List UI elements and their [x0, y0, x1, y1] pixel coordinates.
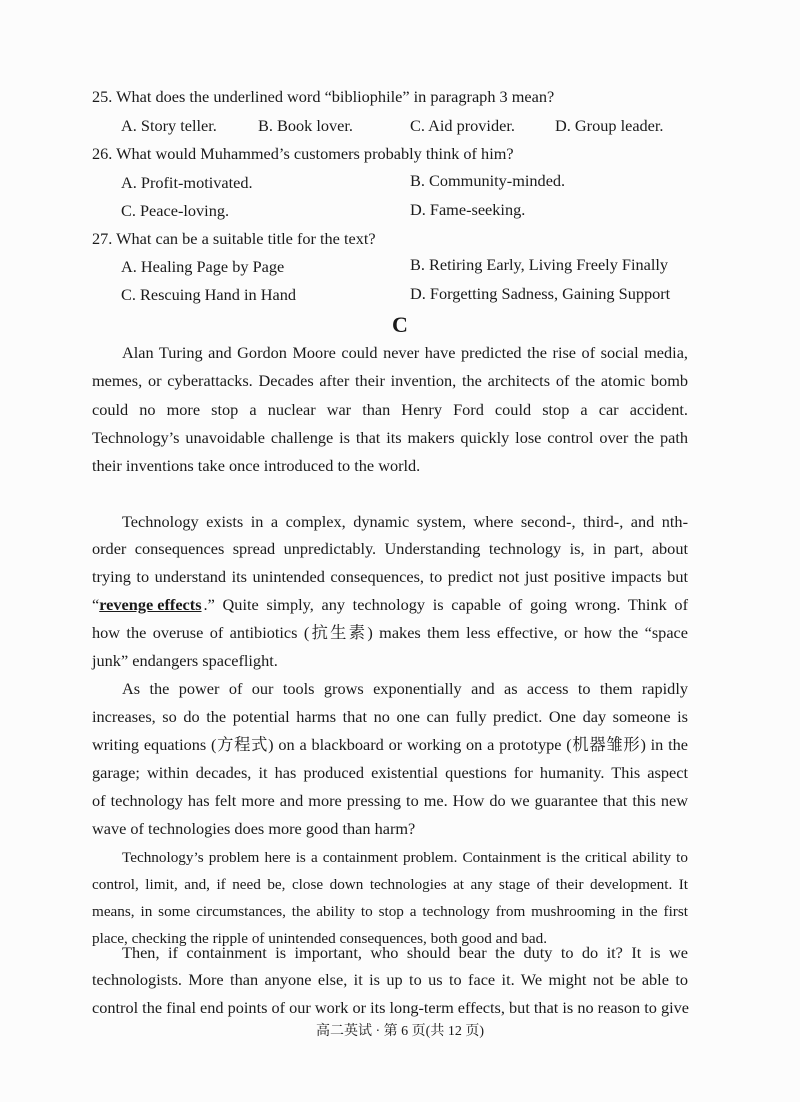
text-line: wave of technologies does more good than harm? — [92, 819, 416, 838]
option-a: A. Profit-motivated. — [121, 173, 253, 192]
question-text: What does the underlined word “bibliophile” in paragraph 3 mean? — [116, 87, 555, 106]
text-line: technologists. More than anyone else, it is up to us to face it. We might not be able to — [92, 970, 688, 989]
option-d: D. Forgetting Sadness, Gaining Support — [410, 284, 671, 303]
text-line: Alan Turing and Gordon Moore could never have predicted the rise of social media, — [122, 343, 688, 362]
option-b: B. Book lover. — [258, 116, 353, 135]
text-line: As the power of our tools grows exponentially and as access to them rapidly — [122, 679, 688, 698]
page-footer: 高二英试 · 第 6 页(共 12 页) — [316, 1024, 484, 1039]
text-line: Technology’s unavoidable challenge is that its makers quickly lose control over the path — [92, 428, 688, 447]
question-25 — [92, 87, 554, 107]
question-text: What would Muhammed’s customers probably think of him? — [116, 144, 514, 163]
option-b: B. Community-minded. — [410, 171, 566, 190]
text-line: writing equations (方程式) on a blackboard or working on a prototype (机器雏形) in the — [92, 735, 688, 754]
text-line: Then, if containment is important, who should bear the duty to do it? It is we — [122, 943, 688, 962]
option-d: D. Group leader. — [555, 116, 664, 135]
quote-mark: “ — [92, 595, 100, 614]
question-26 — [92, 144, 514, 164]
text-line: means, in some circumstances, the ability to stop a technology from mushrooming in the first — [92, 903, 688, 920]
text-line: Technology exists in a complex, dynamic system, where second-, third-, and nth- — [122, 512, 688, 531]
text-line: order consequences spread unpredictably. Understanding technology is, in part, about — [92, 539, 688, 558]
text-line — [92, 594, 688, 616]
option-a: A. Healing Page by Page — [121, 257, 285, 276]
section-heading: C — [392, 312, 408, 337]
text-line: control the final end points of our work or its long-term effects, but that is no reason to give — [92, 998, 690, 1017]
option-c: C. Peace-loving. — [121, 201, 230, 220]
question-number: 26. — [92, 144, 113, 163]
option-d: D. Fame-seeking. — [410, 200, 526, 219]
option-c: C. Rescuing Hand in Hand — [121, 285, 296, 304]
text-line: memes, or cyberattacks. Decades after their invention, the architects of the atomic bomb — [92, 371, 688, 390]
question-text: What can be a suitable title for the text? — [116, 229, 376, 248]
text-line: control, limit, and, if need be, close down technologies at any stage of their development. It — [92, 876, 688, 893]
text-line: trying to understand its unintended consequences, to predict not just positive impacts but — [92, 567, 688, 586]
text-line: junk” endangers spaceflight. — [92, 651, 278, 670]
text-line: garage; within decades, it has produced existential questions for humanity. This aspect — [92, 763, 688, 782]
option-b: B. Retiring Early, Living Freely Finally — [410, 255, 669, 274]
question-number: 27. — [92, 229, 113, 248]
question-27 — [92, 229, 376, 249]
option-c: C. Aid provider. — [410, 116, 515, 135]
revenge-effects-phrase — [92, 594, 202, 616]
text-line: Technology’s problem here is a containment problem. Containment is the critical ability to — [122, 849, 688, 866]
text-line: of technology has felt more and more pressing to me. How do we guarantee that this new — [92, 791, 688, 810]
text-line: their inventions take once introduced to the world. — [92, 456, 421, 475]
underlined-term: revenge effects — [99, 595, 202, 614]
question-number: 25. — [92, 87, 113, 106]
text-line: could no more stop a nuclear war than Henry Ford could stop a car accident. — [92, 400, 688, 419]
text-segment: .” Quite simply, any technology is capable of going wrong. Think of — [203, 595, 688, 614]
text-line: how the overuse of antibiotics (抗生素) makes them less effective, or how the “space — [92, 623, 688, 642]
text-line: place, checking the ripple of unintended consequences, both good and bad. — [92, 930, 548, 947]
option-a: A. Story teller. — [121, 116, 217, 135]
text-line: increases, so do the potential harms that no one can fully predict. One day someone is — [92, 707, 688, 726]
